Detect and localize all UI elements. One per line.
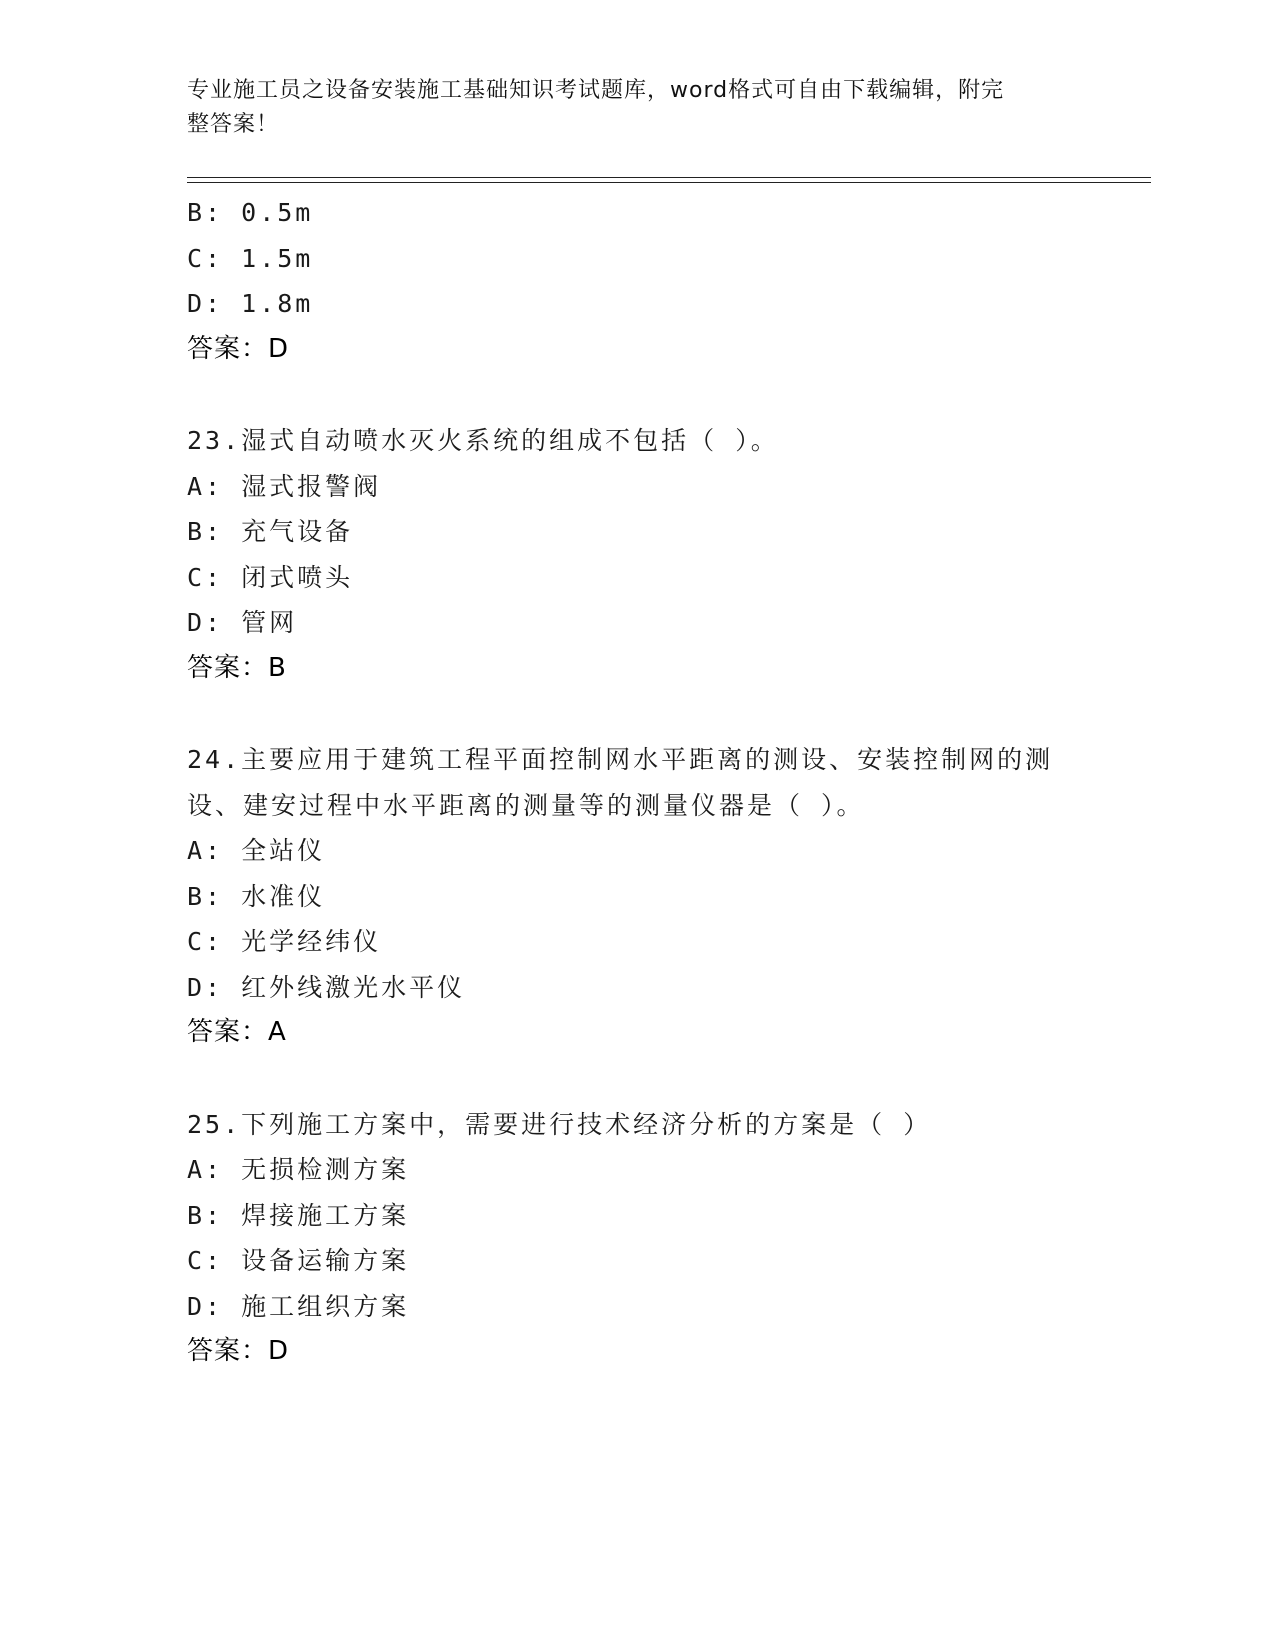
option-c: C: 闭式喷头 [187,562,354,592]
spacer [187,1056,1127,1102]
option-a: A: 湿式报警阀 [187,471,382,501]
spacer [187,691,1127,737]
option-b: B: 焊接施工方案 [187,1200,410,1230]
option-a: A: 全站仪 [187,836,326,865]
page-header [187,74,1067,142]
question-list [187,190,1127,1375]
option-d: D: 红外线激光水平仪 [187,972,466,1002]
question-text: 23.湿式自动喷水灭火系统的组成不包括（ ）。 [187,426,779,455]
header-line-2: 整答案！ [187,112,280,137]
question-text-line-1: 24.主要应用于建筑工程平面控制网水平距离的测设、安装控制网的测 [187,745,1054,774]
option-b: B: 0.5m [187,198,314,227]
option-d: D: 1.8m [187,289,314,318]
question-text-line-2: 设、建安过程中水平距离的测量等的测量仪器是（ ）。 [187,790,865,820]
option-b: B: 充气设备 [187,517,354,546]
option-b: B: 水准仪 [187,881,326,911]
header-line-1: 专业施工员之设备安装施工基础知识考试题库，word格式可自由下载编辑，附完 [187,78,1005,103]
question-22-tail [187,190,1127,372]
answer: 答案：D [187,333,290,364]
option-c: C: 设备运输方案 [187,1246,410,1275]
header-divider-top [187,177,1151,178]
header-divider-bottom [187,182,1151,183]
question-23 [187,418,1127,691]
answer: 答案：D [187,1336,290,1366]
option-d: D: 管网 [187,608,298,637]
question-text: 25.下列施工方案中，需要进行技术经济分析的方案是（ ） [187,1109,932,1139]
spacer [187,372,1127,418]
option-c: C: 光学经纬仪 [187,927,382,956]
answer: 答案：B [187,652,287,683]
option-c: C: 1.5m [187,243,314,273]
option-a: A: 无损检测方案 [187,1155,410,1184]
answer: 答案：A [187,1017,287,1047]
question-25 [187,1102,1127,1375]
question-24 [187,737,1127,1056]
option-d: D: 施工组织方案 [187,1291,410,1321]
